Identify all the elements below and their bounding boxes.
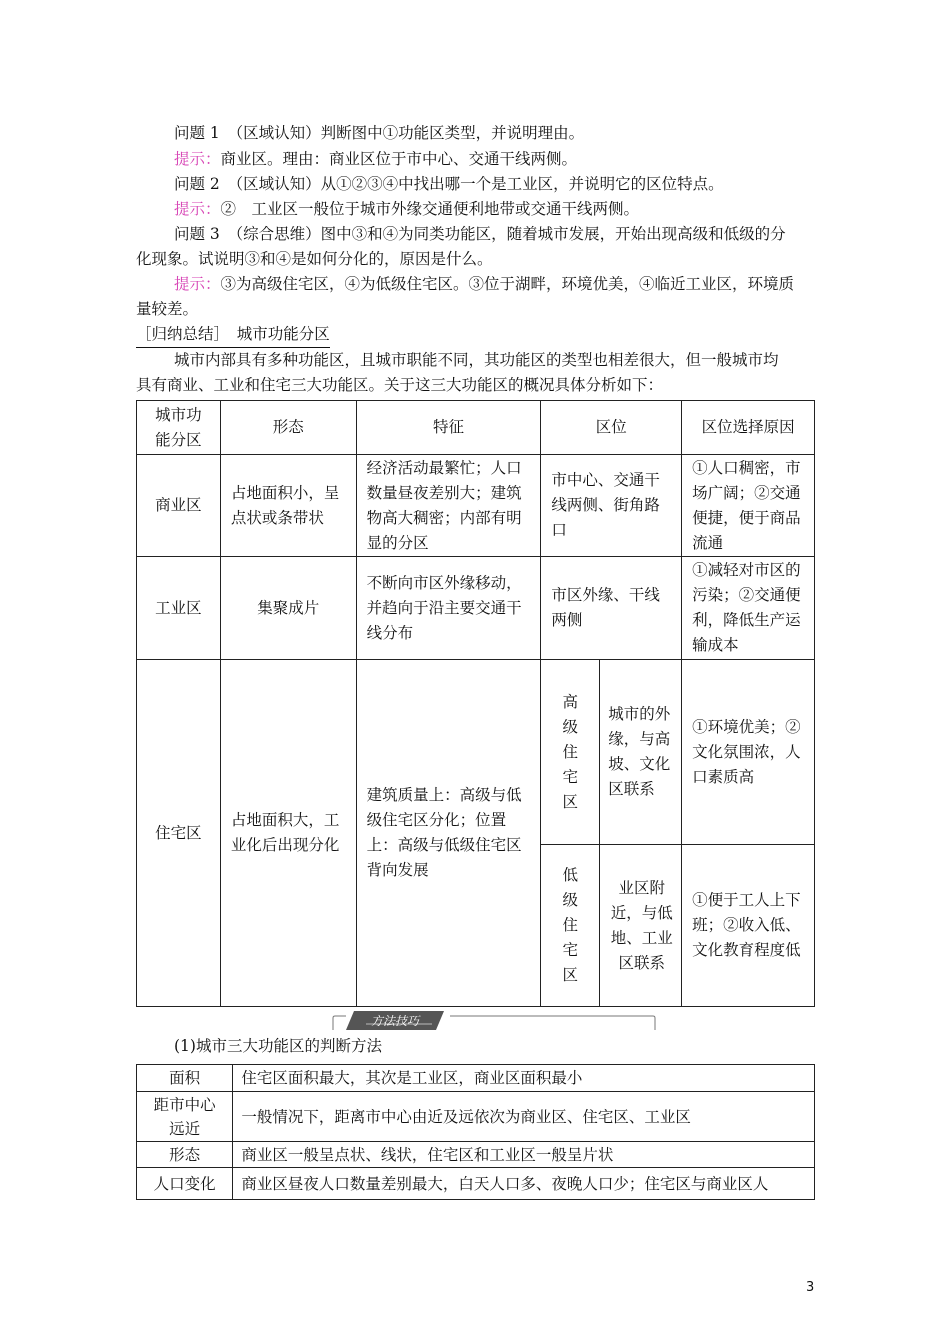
- commercial-reason: ①人口稠密，市场广阔；②交通便捷，便于商品流通: [682, 455, 815, 557]
- high-residential-reason: ①环境优美；②文化氛围浓，人口素质高: [682, 660, 815, 845]
- hint-1-label: 提示：: [174, 150, 221, 168]
- header-feature: 特征: [356, 401, 541, 455]
- high-residential-location: 城市的外缘，与高坡、文化区联系: [600, 660, 682, 845]
- industrial-reason: ①减轻对市区的污染；②交通便利，降低生产运输成本: [682, 557, 815, 660]
- table-row-industrial: [137, 557, 815, 660]
- header-form: 形态: [220, 401, 356, 455]
- banner-right-bracket: [450, 1016, 655, 1030]
- question-3: [136, 222, 854, 247]
- table-row-residential-high: [137, 660, 815, 845]
- question-3-text-line1: （综合思维）图中③和④为同类功能区，随着城市发展，开始出现高级和低级的分: [235, 225, 786, 243]
- residential-feature: 建筑质量上：高级与低级住宅区分化；位置上：高级与低级住宅区背向发展: [356, 660, 541, 1007]
- low-residential-reason: ①便于工人上下班；②收入低、文化教育程度低: [682, 845, 815, 1007]
- hint-3-text-line1: ③为高级住宅区，④为低级住宅区。③位于湖畔，环境优美，④临近工业区，环境质: [220, 275, 795, 293]
- judge-title: (1)城市三大功能区的判断方法: [174, 1037, 382, 1055]
- residential-name: 住宅区: [137, 660, 221, 1007]
- hint-3: [136, 272, 854, 297]
- hint-3-label: 提示：: [174, 275, 221, 293]
- judge-row-distance: [137, 1092, 815, 1142]
- residential-form: 占地面积大，工业化后出现分化: [220, 660, 356, 1007]
- summary-tag: ［归纳总结］: [136, 325, 222, 343]
- summary-intro-line2: 具有商业、工业和住宅三大功能区。关于这三大功能区的概况具体分析如下：: [136, 376, 664, 394]
- commercial-form: 占地面积小，呈点状或条带状: [220, 455, 356, 557]
- methods-banner: [332, 1010, 656, 1032]
- low-residential-name: 低级住宅区: [541, 845, 600, 1007]
- judge-value-form: 商业区一般呈点状、线状，住宅区和工业区一般呈片状: [233, 1142, 815, 1168]
- question-1: [136, 121, 854, 146]
- commercial-name: 商业区: [137, 455, 221, 557]
- commercial-location: 市中心、交通干线两侧、街角路口: [541, 455, 682, 557]
- summary-title: 城市功能分区: [236, 325, 330, 343]
- judge-row-population: [137, 1168, 815, 1200]
- judge-key-form: 形态: [137, 1142, 233, 1168]
- header-zone: 城市功能分区: [137, 401, 221, 455]
- function-zone-table: [136, 400, 815, 1007]
- hint-2-label: 提示：: [174, 200, 221, 218]
- hint-2: [136, 197, 854, 222]
- hint-1-text: 商业区。理由：商业区位于市中心、交通干线两侧。: [220, 150, 578, 168]
- judge-value-area: 住宅区面积最大，其次是工业区，商业区面积最小: [233, 1065, 815, 1092]
- question-1-label: 问题 1: [174, 124, 220, 142]
- banner-left-bracket: [333, 1016, 346, 1030]
- industrial-form: 集聚成片: [220, 557, 356, 660]
- header-location: 区位: [541, 401, 682, 455]
- judge-row-area: [137, 1065, 815, 1092]
- judge-method-table: [136, 1064, 815, 1200]
- question-2-label: 问题 2: [174, 175, 220, 193]
- header-reason: 区位选择原因: [682, 401, 815, 455]
- industrial-feature: 不断向市区外缘移动，并趋向于沿主要交通干线分布: [356, 557, 541, 660]
- industrial-name: 工业区: [137, 557, 221, 660]
- question-3-cont: 化现象。试说明③和④是如何分化的，原因是什么。: [136, 250, 493, 268]
- hint-2-text: ② 工业区一般位于城市外缘交通便利地带或交通干线两侧。: [220, 200, 640, 218]
- banner-label: 方法技巧: [370, 1014, 420, 1028]
- hint-3-cont: 量较差。: [136, 300, 199, 318]
- judge-key-distance: 距市中心远近: [137, 1092, 233, 1142]
- question-3-label: 问题 3: [174, 225, 220, 243]
- commercial-feature: 经济活动最繁忙；人口数量昼夜差别大；建筑物高大稠密；内部有明显的分区: [356, 455, 541, 557]
- high-residential-name: 高级住宅区: [541, 660, 600, 845]
- question-2: [136, 172, 854, 197]
- judge-key-area: 面积: [137, 1065, 233, 1092]
- summary-heading: [136, 322, 816, 348]
- judge-value-distance: 一般情况下，距离市中心由近及远依次为商业区、住宅区、工业区: [233, 1092, 815, 1142]
- judge-key-population: 人口变化: [137, 1168, 233, 1200]
- summary-heading-underline: [136, 322, 330, 348]
- judge-value-population: 商业区昼夜人口数量差别最大，白天人口多、夜晚人口少；住宅区与商业区人: [233, 1168, 815, 1200]
- question-1-text: （区域认知）判断图中①功能区类型，并说明理由。: [235, 124, 585, 142]
- hint-1: [136, 147, 854, 172]
- question-2-text: （区域认知）从①②③④中找出哪一个是工业区，并说明它的区位特点。: [235, 175, 724, 193]
- judge-row-form: [137, 1142, 815, 1168]
- summary-intro-line1: 城市内部具有多种功能区，且城市职能不同，其功能区的类型也相差很大，但一般城市均: [174, 351, 779, 369]
- table-header-row: [137, 401, 815, 455]
- industrial-location: 市区外缘、干线两侧: [541, 557, 682, 660]
- page-number: 3: [806, 1280, 815, 1295]
- low-residential-location: 业区附近，与低地、工业区联系: [600, 845, 682, 1007]
- table-row-commercial: [137, 455, 815, 557]
